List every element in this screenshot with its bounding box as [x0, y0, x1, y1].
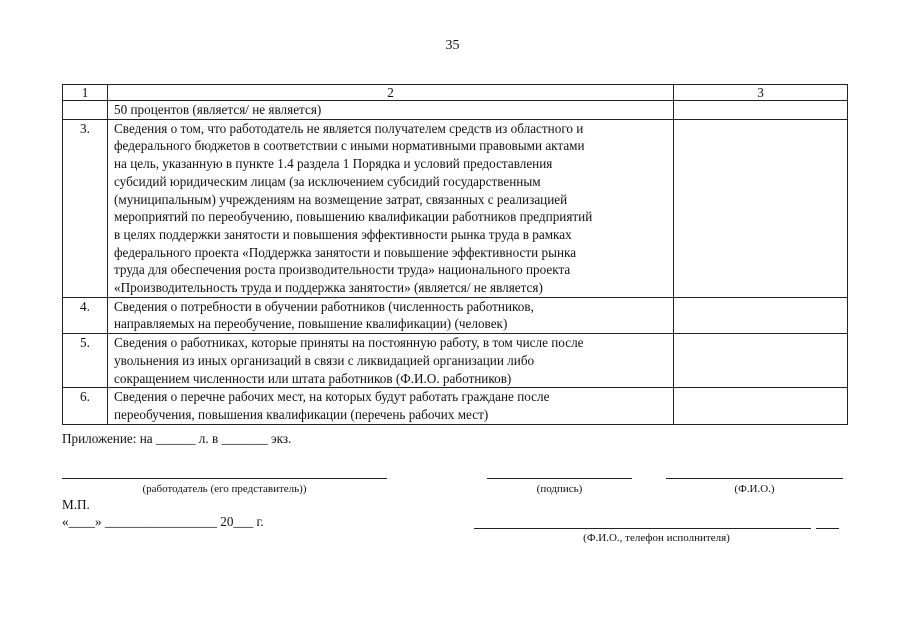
fio-line — [666, 478, 843, 479]
row-description — [108, 297, 674, 333]
row-value-cell[interactable] — [674, 297, 848, 333]
row-number: 4. — [63, 297, 108, 333]
description-line: на цель, указанную в пункте 1.4 раздела 1 Порядка и условий предоставления — [114, 156, 553, 172]
table-row — [63, 334, 848, 388]
executor-caption: (Ф.И.О., телефон исполнителя) — [583, 532, 730, 544]
executor-line-tail — [816, 528, 839, 529]
fio-caption: (Ф.И.О.) — [734, 483, 775, 495]
stamp-place-label: М.П. — [62, 497, 90, 512]
employer-caption: (работодатель (его представитель)) — [142, 483, 307, 495]
column-header-3: 3 — [674, 85, 848, 101]
column-header-1: 1 — [63, 85, 108, 101]
description-line: «Производительность труда и поддержка занятости» (является/ не является) — [114, 280, 543, 296]
column-header-2: 2 — [108, 85, 674, 101]
row-number: 3. — [63, 119, 108, 297]
row-description — [108, 119, 674, 297]
row-value-cell[interactable] — [674, 388, 848, 424]
row-value-cell[interactable] — [674, 119, 848, 297]
description-line: труда для обеспечения роста производительности труда» национального проекта — [114, 262, 571, 278]
table-row — [63, 388, 848, 424]
description-line: Сведения о потребности в обучении работников (численность работников, — [114, 298, 534, 314]
row-number: 5. — [63, 334, 108, 388]
table-row — [63, 119, 848, 297]
signature-caption: (подпись) — [536, 483, 583, 495]
executor-line — [474, 528, 811, 529]
application-form-table — [62, 84, 848, 425]
description-line: Сведения о том, что работодатель не является получателем средств из областного и — [114, 120, 584, 136]
description-line: федерального бюджетов в соответствии с иными нормативными правовыми актами — [114, 138, 585, 154]
row-number: 6. — [63, 388, 108, 424]
description-line: направляемых на переобучение, повышение квалификации) (человек) — [114, 316, 508, 332]
row-description — [108, 388, 674, 424]
table-row — [63, 101, 848, 120]
description-line: 50 процентов (является/ не является) — [114, 102, 322, 117]
page-number: 35 — [445, 38, 460, 53]
description-line: федерального проекта «Поддержка занятости и повышение эффективности рынка — [114, 244, 577, 260]
table-row — [63, 297, 848, 333]
date-line: «____» _________________ 20___ г. — [62, 514, 264, 529]
row-value-cell[interactable] — [674, 334, 848, 388]
signature-line — [487, 478, 632, 479]
attachment-line: Приложение: на ______ л. в _______ экз. — [62, 431, 292, 446]
table-header-row — [63, 85, 848, 101]
description-line: переобучения, повышения квалификации (перечень рабочих мест) — [114, 406, 489, 422]
row-value-cell[interactable] — [674, 101, 848, 120]
description-line: в целях поддержки занятости и повышения эффективности рынка труда в рамках — [114, 226, 572, 242]
employer-signature-line — [62, 478, 387, 479]
description-line: субсидий юридическим лицам (за исключением субсидий государственным — [114, 173, 541, 189]
description-line: увольнения из иных организаций в связи с ликвидацией организации либо — [114, 352, 535, 368]
description-line: (муниципальным) учреждениям на возмещение затрат, связанных с реализацией — [114, 191, 568, 207]
description-line: сокращением численности или штата работников (Ф.И.О. работников) — [114, 370, 512, 386]
description-line: Сведения о перечне рабочих мест, на которых будут работать граждане после — [114, 389, 550, 405]
description-line: мероприятий по переобучению, повышению квалификации работников предприятий — [114, 209, 593, 225]
description-line: Сведения о работниках, которые приняты на постоянную работу, в том числе после — [114, 335, 584, 351]
row-number — [63, 101, 108, 120]
row-description — [108, 101, 674, 120]
row-description — [108, 334, 674, 388]
